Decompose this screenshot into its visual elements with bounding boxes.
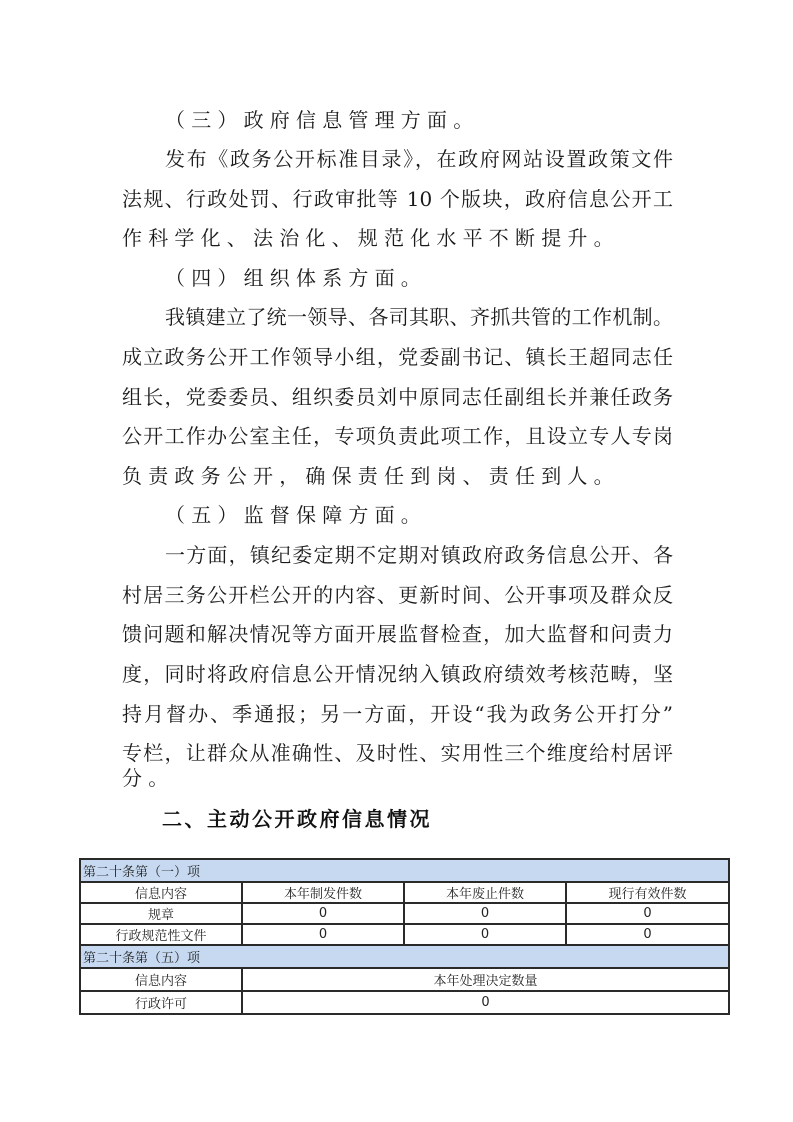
table-row xyxy=(80,924,729,945)
table-cell: 0 xyxy=(404,924,566,945)
paragraph-line: 我镇建立了统一领导、各司其职、齐抓共管的工作机制。 xyxy=(165,305,673,329)
paragraph-line: 成立政务公开工作领导小组，党委副书记、镇长王超同志任 xyxy=(122,345,673,369)
column-header: 本年处理决定数量 xyxy=(242,968,729,991)
column-header: 信息内容 xyxy=(80,882,242,903)
paragraph-line: 专栏，让群众从准确性、及时性、实用性三个维度给村居评 xyxy=(122,741,673,765)
paragraph-line: 一方面，镇纪委定期不定期对镇政府政务信息公开、各 xyxy=(165,543,673,567)
paragraph-line: 度，同时将政府信息公开情况纳入镇政府绩效考核范畴，坚 xyxy=(122,662,673,686)
table-cell: 0 xyxy=(242,903,404,924)
paragraph-line: 法规、行政处罚、行政审批等 10 个版块，政府信息公开工 xyxy=(122,187,673,211)
paragraph-line: 组长，党委委员、组织委员刘中原同志任副组长并兼任政务 xyxy=(122,385,673,409)
row-label: 行政规范性文件 xyxy=(80,924,242,945)
table-cell: 0 xyxy=(404,903,566,924)
table-cell: 0 xyxy=(242,991,729,1014)
subsection-heading: （五）监督保障方面。 xyxy=(165,503,427,527)
subsection-heading: （三）政府信息管理方面。 xyxy=(165,108,480,132)
info-table xyxy=(79,858,730,1015)
table-section-header xyxy=(80,859,729,882)
column-header: 信息内容 xyxy=(80,968,242,991)
table-cell: 0 xyxy=(566,903,729,924)
row-label: 规章 xyxy=(80,903,242,924)
paragraph-line: 公开工作办公室主任，专项负责此项工作，且设立专人专岗 xyxy=(122,424,673,448)
table-header-row xyxy=(80,882,729,903)
table-row xyxy=(80,991,729,1014)
section-title: 第二十条第（五）项 xyxy=(80,945,729,968)
table-row xyxy=(80,903,729,924)
section-title: 第二十条第（一）项 xyxy=(80,859,729,882)
paragraph-line: 发布《政务公开标准目录》，在政府网站设置政策文件 xyxy=(165,147,673,171)
subsection-heading: （四）组织体系方面。 xyxy=(165,266,427,290)
paragraph-line: 负责政务公开，确保责任到岗、责任到人。 xyxy=(122,464,620,488)
table-section-header xyxy=(80,945,729,968)
paragraph-line: 作科学化、法治化、规范化水平不断提升。 xyxy=(122,226,620,250)
table-cell: 0 xyxy=(242,924,404,945)
table-cell: 0 xyxy=(566,924,729,945)
section-heading: 二、主动公开政府信息情况 xyxy=(162,807,432,831)
column-header: 本年废止件数 xyxy=(404,882,566,903)
paragraph-line: 村居三务公开栏公开的内容、更新时间、公开事项及群众反 xyxy=(122,583,673,607)
row-label: 行政许可 xyxy=(80,991,242,1014)
paragraph-line: 分。 xyxy=(122,766,175,790)
paragraph-line: 馈问题和解决情况等方面开展监督检查，加大监督和问责力 xyxy=(122,622,673,646)
column-header: 现行有效件数 xyxy=(566,882,729,903)
column-header: 本年制发件数 xyxy=(242,882,404,903)
table-header-row xyxy=(80,968,729,991)
paragraph-line: 持月督办、季通报；另一方面，开设“我为政务公开打分” xyxy=(122,702,673,726)
